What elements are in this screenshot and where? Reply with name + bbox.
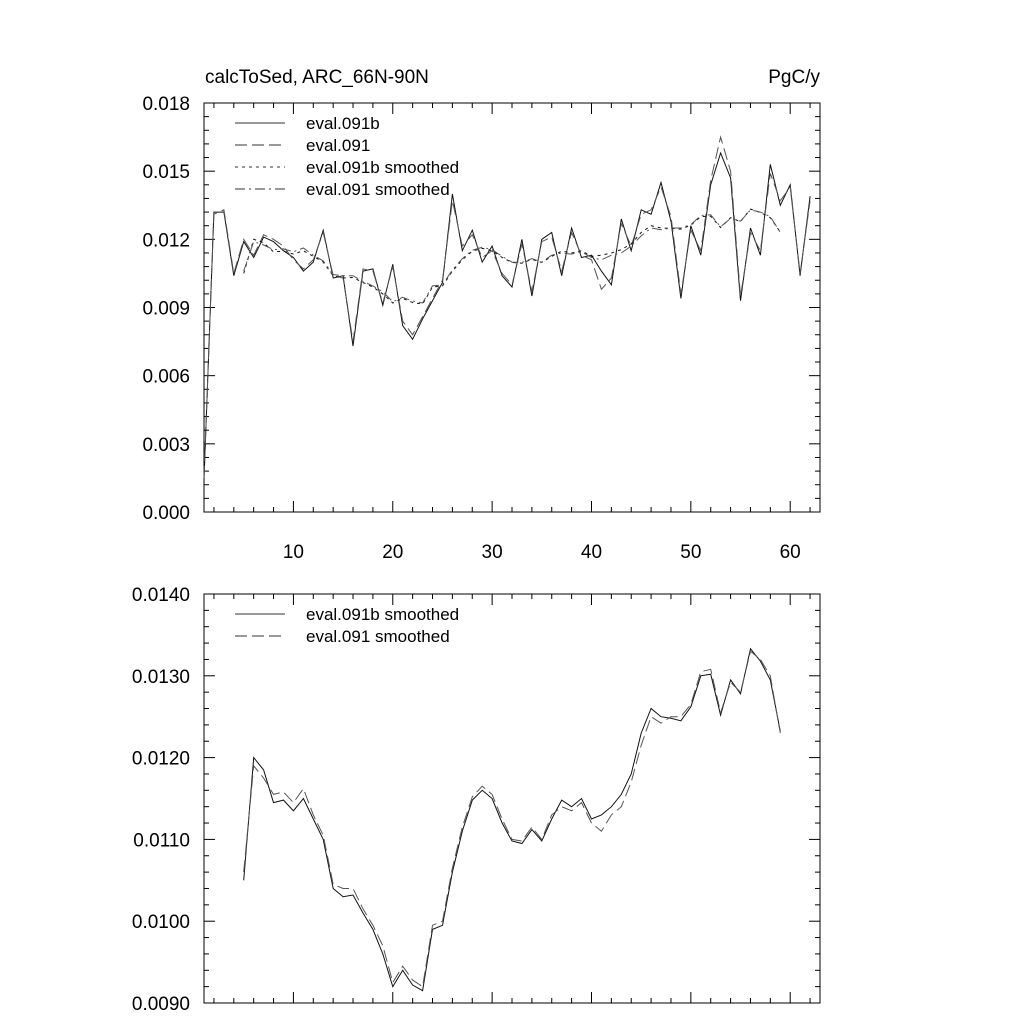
legend-label: eval.091 [306,136,371,155]
series-line-2 [204,137,810,478]
legend-label: eval.091b smoothed [306,605,460,624]
y-tick-label: 0.003 [142,434,190,456]
x-tick-label: 50 [680,542,702,563]
series-line-1 [244,649,781,991]
x-tick-label: 60 [779,542,801,563]
y-tick-label: 0.0100 [131,912,190,934]
y-tick-label: 0.012 [142,230,190,252]
series-line-3 [244,209,781,304]
y-tick-label: 0.0120 [131,748,190,770]
legend-label: eval.091b [306,114,380,133]
plot-frame [204,103,820,512]
y-tick-label: 0.0130 [131,666,190,688]
x-tick-label: 30 [481,542,503,563]
x-tick-label: 40 [580,542,603,563]
chart-title: calcToSed, ARC_66N-90N [205,67,429,88]
y-tick-label: 0.0110 [133,830,190,852]
series-line-2 [244,651,781,986]
y-tick-label: 0.0140 [131,585,190,606]
y-tick-label: 0.000 [142,503,190,524]
series-line-1 [204,153,810,480]
y-tick-label: 0.0090 [131,994,190,1015]
bottom-plot [132,585,820,1015]
y-tick-label: 0.006 [142,366,190,388]
legend-label: eval.091 smoothed [306,180,450,199]
legend-label: eval.091 smoothed [306,627,450,646]
y-tick-label: 0.009 [142,298,190,320]
legend-label: eval.091b smoothed [306,158,460,177]
y-tick-label: 0.015 [142,162,190,184]
chart-units: PgC/y [768,67,820,88]
series-line-4 [244,210,781,303]
top-plot [142,94,820,563]
x-tick-label: 10 [282,542,304,563]
x-tick-label: 20 [382,542,404,563]
y-tick-label: 0.018 [142,94,190,115]
